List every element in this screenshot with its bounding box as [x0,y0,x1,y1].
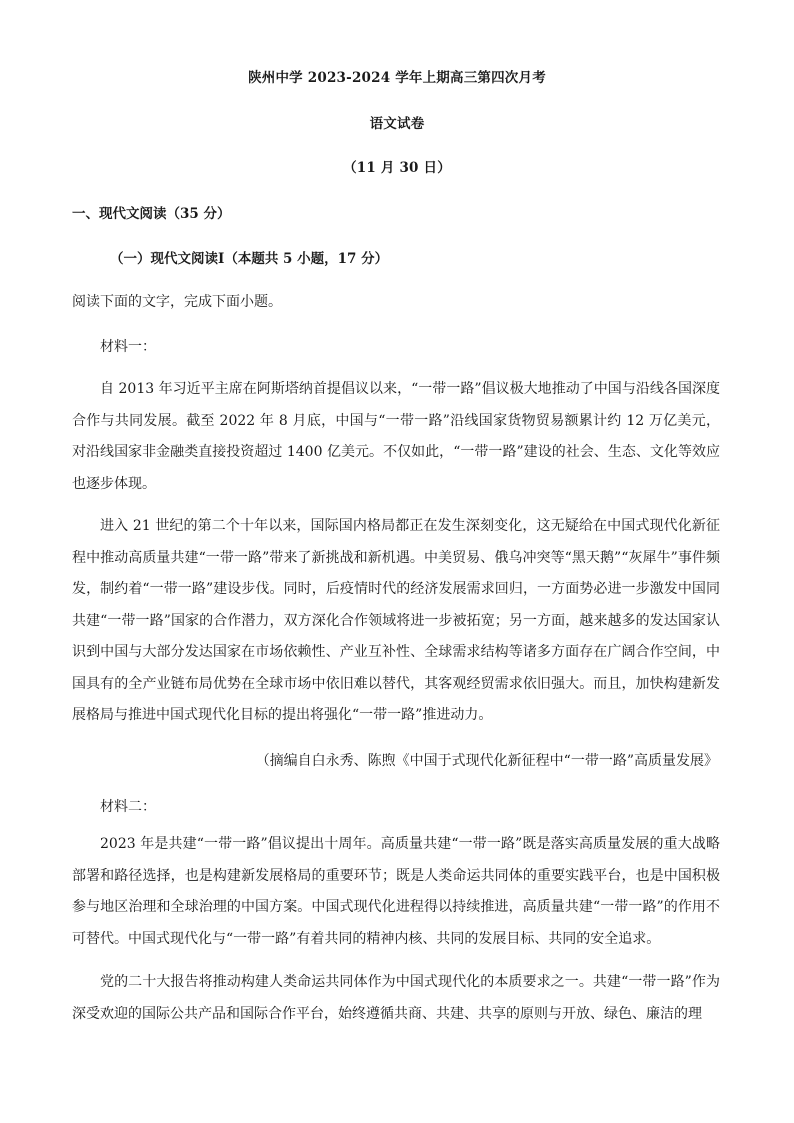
section-heading: 一、现代文阅读（35 分） [72,206,231,222]
material-one-paragraph-1: 自 2013 年习近平主席在阿斯塔纳首提倡议以来，“一带一路”倡议极大地推动了中国与沿线各国深度合作与共同发展。截至 2022 年 8 月底，中国与“一带一路”沿线国家货物贸易额累计约 12 万亿美元，对沿线国家非金融类直接投资超过 1400 亿美元。不仅如此，“一带一路”建设的社会、生态、文化等效应也逐步体现。 [72,381,720,492]
material-one-label: 材料一： [100,339,156,355]
subject-title: 语文试卷 [369,116,425,132]
exam-date: （11 月 30 日） [343,160,451,176]
reading-instruction: 阅读下面的文字，完成下面小题。 [72,294,282,310]
material-two-label: 材料二： [100,799,156,815]
material-one-paragraph-2: 进入 21 世纪的第二个十年以来，国际国内格局都正在发生深刻变化，这无疑给在中国式现代化新征程中推动高质量共建“一带一路”带来了新挑战和新机遇。中美贸易、俄乌冲突等“黑天鹅”“灰犀牛”事件频发，制约着“一带一路”建设步伐。同时，后疫情时代的经济发展需求回归，一方面势必进一步激发中国同共建“一带一路”国家的合作潜力，双方深化合作领域将进一步被拓宽；另一方面，越来越多的发达国家认识到中国与大部分发达国家在市场依赖性、产业互补性、全球需求结构等诸多方面存在广阔合作空间，中国具有的全产业链布局优势在全球市场中依旧难以替代，其客观经贸需求依旧强大。而且，加快构建新发展格局与推进中国式现代化目标的提出将强化“一带一路”推进动力。 [72,518,720,723]
material-one-source: （摘编自白永秀、陈煦《中国于式现代化新征程中“一带一路”高质量发展》 [255,753,718,769]
material-two-paragraph-2: 党的二十大报告将推动构建人类命运共同体作为中国式现代化的本质要求之一。共建“一带一路”作为深受欢迎的国际公共产品和国际合作平台，始终遵循共商、共建、共享的原则与开放、绿色、廉洁的理 [72,974,720,1022]
subsection-heading: （一）现代文阅读Ⅰ（本题共 5 小题，17 分） [110,251,389,267]
exam-title: 陕州中学 2023-2024 学年上期高三第四次月考 [248,70,546,86]
material-two-paragraph-1: 2023 年是共建“一带一路”倡议提出十周年。高质量共建“一带一路”既是落实高质量发展的重大战略部署和路径选择，也是构建新发展格局的重要环节；既是人类命运共同体的重要实践平台，也是中国积极参与地区治理和全球治理的中国方案。中国式现代化进程得以持续推进，高质量共建“一带一路”的作用不可替代。中国式现代化与“一带一路”有着共同的精神内核、共同的发展目标、共同的安全追求。 [72,836,720,947]
